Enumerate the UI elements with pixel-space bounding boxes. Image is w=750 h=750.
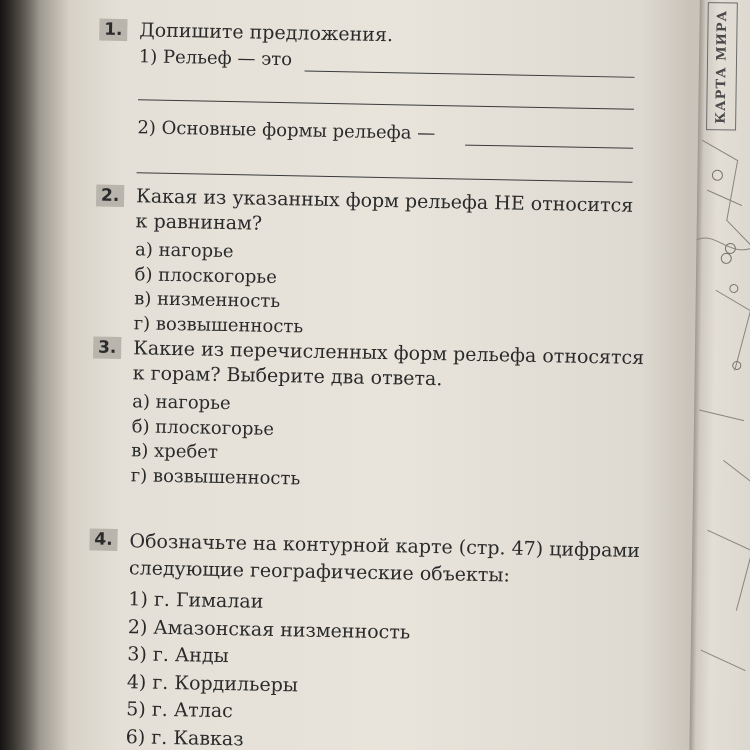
answer-option[interactable]: в) низменность (133, 288, 281, 313)
map-object-item: 2) Амазонская низменность (127, 615, 411, 644)
question-4-heading (94, 528, 658, 593)
answer-option[interactable]: г) возвышенность (130, 464, 301, 489)
question-3-heading (97, 336, 661, 397)
map-object-item: 6) г. Кавказ (125, 725, 244, 750)
map-title: КАРТА МИРА (713, 9, 731, 124)
map-object-item: 3) г. Анды (127, 643, 229, 668)
answer-option[interactable]: б) плоскогорье (134, 263, 278, 288)
question-title: Допишите предложения. (139, 19, 394, 47)
question-2 (101, 184, 664, 347)
question-number: 3. (93, 336, 121, 359)
question-title-line: Какие из перечисленных форм рельефа относятся (133, 337, 645, 370)
question-number: 2. (96, 185, 124, 208)
map-object-item: 5) г. Атлас (126, 698, 233, 723)
question-title-line: Обозначьте на контурной карте (стр. 47) цифрами (129, 530, 641, 563)
workbook-page (5, 0, 710, 750)
fill-label: 1) Рельеф — это (138, 46, 293, 71)
question-title-line: к горам? Выберите два ответа. (132, 362, 443, 391)
question-title-line: к равнинам? (135, 210, 263, 235)
question-title-line: следующие географические объекты: (128, 557, 511, 587)
answer-option[interactable]: г) возвышенность (133, 312, 304, 337)
map-object-item: 1) г. Гималаи (128, 588, 264, 613)
answer-option[interactable]: а) нагорье (131, 391, 231, 415)
fill-label: 2) Основные формы рельефа — (137, 117, 436, 144)
answer-option[interactable]: а) нагорье (134, 239, 234, 263)
answer-option[interactable]: б) плоскогорье (131, 415, 275, 440)
answer-line[interactable] (465, 145, 633, 149)
answer-option[interactable]: в) хребет (131, 440, 219, 463)
question-number: 4. (89, 528, 117, 551)
map-object-item: 4) г. Кордильеры (126, 670, 299, 696)
question-4 (93, 528, 657, 750)
question-1 (105, 18, 668, 184)
question-number: 1. (99, 19, 127, 42)
question-3 (99, 336, 662, 499)
question-title-line: Какая из указанных форм рельефа НЕ относится (135, 185, 634, 217)
